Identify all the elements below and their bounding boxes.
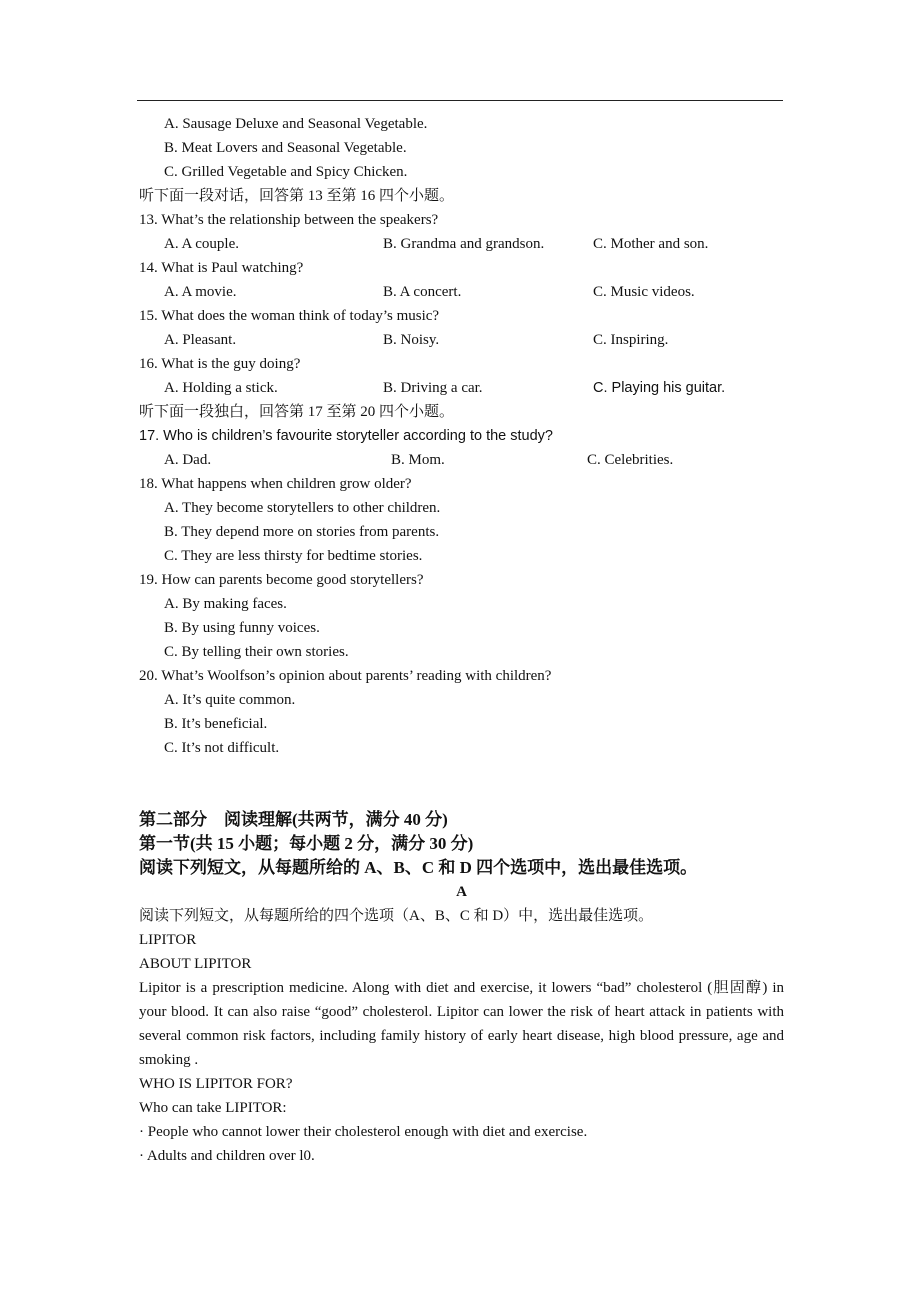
question-20: 20. What’s Woolfson’s opinion about parents’ reading with children? <box>139 668 552 684</box>
instruction-bold: 阅读下列短文，从每题所给的 A、B、C 和 D 四个选项中，选出最佳选项。 <box>139 858 698 877</box>
option: C. It’s not difficult. <box>164 740 280 756</box>
option: C. By telling their own stories. <box>164 644 349 660</box>
option: A. Pleasant. <box>164 332 237 348</box>
question-17: 17. Who is children’s favourite storyteller according to the study? <box>139 428 553 444</box>
option: C. Playing his guitar. <box>593 380 726 396</box>
part-title: 第二部分 阅读理解(共两节，满分 40 分) <box>139 810 448 829</box>
option: B. By using funny voices. <box>164 620 320 636</box>
question-19: 19. How can parents become good storytellers? <box>139 572 424 588</box>
option: A. By making faces. <box>164 596 287 612</box>
options-16 <box>139 376 784 400</box>
document-body <box>139 112 784 1168</box>
option: B. Mom. <box>391 452 445 468</box>
instruction: 听下面一段独白，回答第 17 至第 20 四个小题。 <box>139 404 455 420</box>
option: B. It’s beneficial. <box>164 716 268 732</box>
option: A. A movie. <box>164 284 237 300</box>
passage-label: A <box>456 884 467 900</box>
option: C. Inspiring. <box>593 332 669 348</box>
passage-paragraph: Lipitor is a prescription medicine. Along with diet and exercise, it lowers “bad” cholesterol (胆固醇) in your blood. It can also raise “good” cholesterol. Lipitor can lower the risk of heart attack in patients with several common risk factors, including family history of early heart disease, high blood pressure, age and smoking . <box>139 980 784 1068</box>
option: B. Noisy. <box>383 332 440 348</box>
options-15 <box>139 328 784 352</box>
question-14: 14. What is Paul watching? <box>139 260 304 276</box>
question-16: 16. What is the guy doing? <box>139 356 301 372</box>
question-15: 15. What does the woman think of today’s music? <box>139 308 440 324</box>
option: C. They are less thirsty for bedtime stories. <box>164 548 423 564</box>
option: C. Music videos. <box>593 284 695 300</box>
instruction: 听下面一段对话，回答第 13 至第 16 四个小题。 <box>139 188 455 204</box>
option: A. It’s quite common. <box>164 692 296 708</box>
options-17 <box>139 448 784 472</box>
instruction: 阅读下列短文，从每题所给的四个选项（A、B、C 和 D）中，选出最佳选项。 <box>139 908 654 924</box>
question-13: 13. What’s the relationship between the speakers? <box>139 212 439 228</box>
option: A. Sausage Deluxe and Seasonal Vegetable. <box>164 116 428 132</box>
option: C. Mother and son. <box>593 236 709 252</box>
option: C. Celebrities. <box>587 452 674 468</box>
option: B. They depend more on stories from parents. <box>164 524 440 540</box>
passage-subtitle: ABOUT LIPITOR <box>139 956 252 972</box>
passage-title: LIPITOR <box>139 932 197 948</box>
option: B. Driving a car. <box>383 380 483 396</box>
option: A. A couple. <box>164 236 239 252</box>
bullet-item: · People who cannot lower their cholesterol enough with diet and exercise. <box>139 1124 588 1140</box>
bullet-item: · Adults and children over l0. <box>139 1148 315 1164</box>
option: B. Meat Lovers and Seasonal Vegetable. <box>164 140 407 156</box>
option: B. A concert. <box>383 284 462 300</box>
question-18: 18. What happens when children grow older? <box>139 476 412 492</box>
option: A. Dad. <box>164 452 212 468</box>
who-intro: Who can take LIPITOR: <box>139 1100 287 1116</box>
options-14 <box>139 280 784 304</box>
section-title: 第一节(共 15 小题；每小题 2 分，满分 30 分) <box>139 834 474 853</box>
option: C. Grilled Vegetable and Spicy Chicken. <box>164 164 408 180</box>
option: A. Holding a stick. <box>164 380 278 396</box>
option: B. Grandma and grandson. <box>383 236 545 252</box>
who-heading: WHO IS LIPITOR FOR? <box>139 1076 293 1092</box>
options-13 <box>139 232 784 256</box>
option: A. They become storytellers to other children. <box>164 500 441 516</box>
header-rule <box>137 100 783 101</box>
